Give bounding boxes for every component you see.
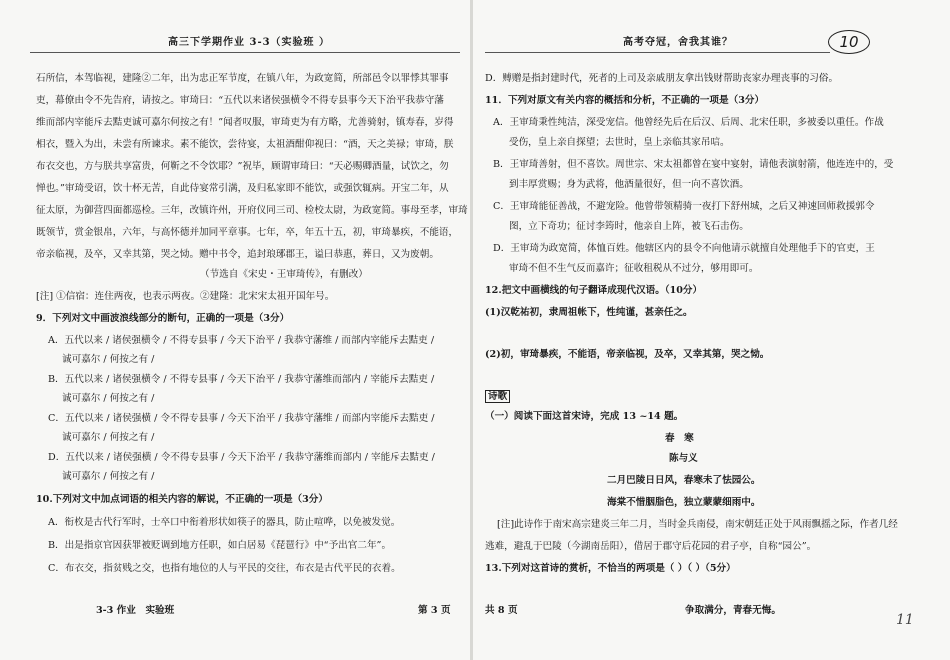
q11-option-d: D．王审琦为政宽简，体恤百姓。他辖区内的县令不向他请示就擅自处理他手下的官吏，王: [493, 243, 875, 254]
q9-option-b: B．五代以来 / 诸侯强横令 / 不得专县事 / 今天下治平 / 我恭守藩维而部内 / 宰能斥去黠吏 /: [48, 374, 435, 385]
question-12-stem: 12.把文中画横线的句子翻译成现代汉语。（10分）: [485, 285, 703, 296]
right-page: [475, 0, 945, 660]
question-11-stem: 11．下列对原文有关内容的概括和分析，不正确的一项是（3分）: [485, 95, 765, 106]
q9-option-c-cont: 诚可嘉尔 / 何按之有 /: [62, 432, 155, 443]
passage-line: 征太原，为御营四面都巡检。三年，改镇许州，开府仪同三司、检校太尉，为政宽简。事母至孝，审琦: [36, 205, 468, 216]
header-rule: [30, 52, 460, 53]
passage-line: 既领节，赏金银帛，六年，与高怀德并加同平章事。七年，卒，年五十五，初，审琦暴疾，不能语，: [36, 227, 459, 238]
q11-option-d-cont: 审琦不但不生气反而嘉许；征收租税从不过分，够用即可。: [509, 263, 759, 274]
q9-option-a: A．五代以来 / 诸侯强横令 / 不得专县事 / 今天下治平 / 我恭守藩维 / 而部内宰能斥去黠吏 /: [48, 335, 435, 346]
left-page-header: 高三下学期作业 3-3（实验班 ）: [168, 37, 331, 48]
q11-option-a-cont: 受伤，皇上亲自探望；去世时，皇上亲临其家吊唁。: [509, 137, 730, 148]
passage-line: 布衣交也，方与朕共享富贵，何靳之不令饮耶？”祝毕，顾谓审琦曰：“天必赐卿酒量，试饮之，勿: [36, 161, 449, 172]
handwritten-mark: 11: [896, 612, 914, 628]
q11-option-b-cont: 到丰厚赏赐；身为武将，他酒量很好，但一向不喜饮酒。: [509, 179, 749, 190]
q10-option-b: B．出是指京官因获罪被贬调到地方任职，如白居易《琵琶行》中“予出官二年”。: [48, 540, 392, 551]
passage-line: 惮也。”审琦受诏，饮十杯无苦，自此侍宴常引满，及归私家即不能饮，或强饮辄病。开宝二年，从: [36, 183, 449, 194]
poem-title: 春 寒: [665, 433, 694, 444]
question-9-stem: 9．下列对文中画波浪线部分的断句，正确的一项是（3分）: [36, 313, 290, 324]
poem-note-cont: 逃难，避乱于巴陵（今湖南岳阳），借居于郡守后花园的君子亭，自称“园公”。: [485, 541, 817, 552]
q10-option-d: D．赙赠是指封建时代，死者的上司及亲戚朋友拿出钱财帮助丧家办理丧事的习俗。: [485, 73, 839, 84]
header-rule: [485, 52, 830, 53]
poem-line: 二月巴陵日日风，春寒未了怯园公。: [607, 475, 761, 486]
left-page-number: 第 3 页: [418, 605, 451, 616]
q9-option-a-cont: 诚可嘉尔 / 何按之有 /: [62, 354, 155, 365]
poetry-intro: （一）阅读下面这首宋诗，完成 13 ~14 题。: [485, 411, 684, 422]
left-footer-label: 3-3 作业 实验班: [96, 605, 175, 616]
left-page: [0, 0, 470, 660]
q11-option-a: A．王审琦秉性纯洁，深受宠信。他曾经先后在后汉、后周、北宋任职，多被委以重任。作战: [493, 117, 884, 128]
passage-line: 帝亲临视，及卒，又幸其第，哭之恸。赠中书令，追封琅琊郡王，谥曰恭惠，葬日，又为废朝。: [36, 249, 439, 260]
passage-line: 维而部内宰能斥去黠吏诚可嘉尔何按之有！”闻者叹服，审琦吏为有方略，尤善骑射，镇寿春，岁得: [36, 117, 454, 128]
q11-option-c-cont: 图，立下奇功；征讨李筠时，他亲自上阵，被飞石击伤。: [509, 221, 749, 232]
q9-option-d-cont: 诚可嘉尔 / 何按之有 /: [62, 471, 155, 482]
q9-option-b-cont: 诚可嘉尔 / 何按之有 /: [62, 393, 155, 404]
passage-line: 石所信，本驾临视，建隆②二年，出为忠正军节度，在镇八年，为政宽简，所部邑令以罪悸其罪事: [36, 73, 449, 84]
q11-option-c: C．王审琦能征善战，不避宠险。他曾带领精骑一夜打下舒州城，之后又神速回师救援郭令: [493, 201, 875, 212]
passage-line: 相衣，暨入为出，未尝有所谏求。素不能饮，尝待宴，太祖酒酣仰视曰：“酒，天之美禄；审琦，朕: [36, 139, 454, 150]
q10-option-a: A．衔枚是古代行军时，士卒口中衔着形状如筷子的器具，防止喧哗，以免被发觉。: [48, 517, 401, 528]
page-fold: [470, 0, 473, 660]
question-10-stem: 10.下列对文中加点词语的相关内容的解说，不正确的一项是（3分）: [36, 494, 328, 505]
poem-author: 陈与义: [669, 453, 698, 464]
right-footer-total-pages: 共 8 页: [485, 605, 518, 616]
passage-source: （节选自《宋史・王审琦传》，有删改）: [200, 269, 368, 280]
poetry-section-label: [485, 390, 510, 403]
right-page-header: 高考夺冠，舍我其谁？: [623, 37, 733, 48]
page-number-badge: 10: [828, 30, 870, 54]
annotation-note: [注] ①信宿：连住两夜，也表示两夜。②建隆：北宋宋太祖开国年号。: [36, 291, 335, 302]
q9-option-d: D．五代以来 / 诸侯强横 / 令不得专县事 / 今天下治平 / 我恭守藩维而部内 / 宰能斥去黠吏 /: [48, 452, 435, 463]
poetry-label: 诗歌: [485, 390, 510, 403]
poem-line: 海棠不惜胭脂色，独立蒙蒙细雨中。: [607, 497, 761, 508]
passage-line: 吏，幕僚由令不先告府，请按之。审琦曰：“五代以来诸侯强横令不得专县事今天下治平我恭守藩: [36, 95, 444, 106]
q12-item-2: (2)初，审琦暴疾，不能语，帝亲临视，及卒，又幸其第，哭之恸。: [485, 349, 770, 360]
q9-option-c: C．五代以来 / 诸侯强横 / 令不得专县事 / 今天下治平 / 我恭守藩维 / 而部内宰能斥去黠吏 /: [48, 413, 435, 424]
right-footer-motto: 争取满分，青春无悔。: [685, 605, 781, 616]
q11-option-b: B．王审琦善射，但不喜饮。周世宗、宋太祖都曾在宴中宴射，请他表演射箭，他连连中的，受: [493, 159, 894, 170]
question-13-stem: 13.下列对这首诗的赏析，不恰当的两项是（ ）（ ）（5分）: [485, 563, 736, 574]
q10-option-c: C．布衣交，指贫贱之交，也指有地位的人与平民的交往，布衣是古代平民的衣着。: [48, 563, 401, 574]
q12-item-1: (1)汉乾祐初，隶周祖帐下，性纯谨，甚亲任之。: [485, 307, 693, 318]
poem-note: [注]此诗作于南宋高宗建炎三年二月，当时金兵南侵，南宋朝廷正处于风雨飘摇之际，作者几经: [497, 519, 898, 530]
